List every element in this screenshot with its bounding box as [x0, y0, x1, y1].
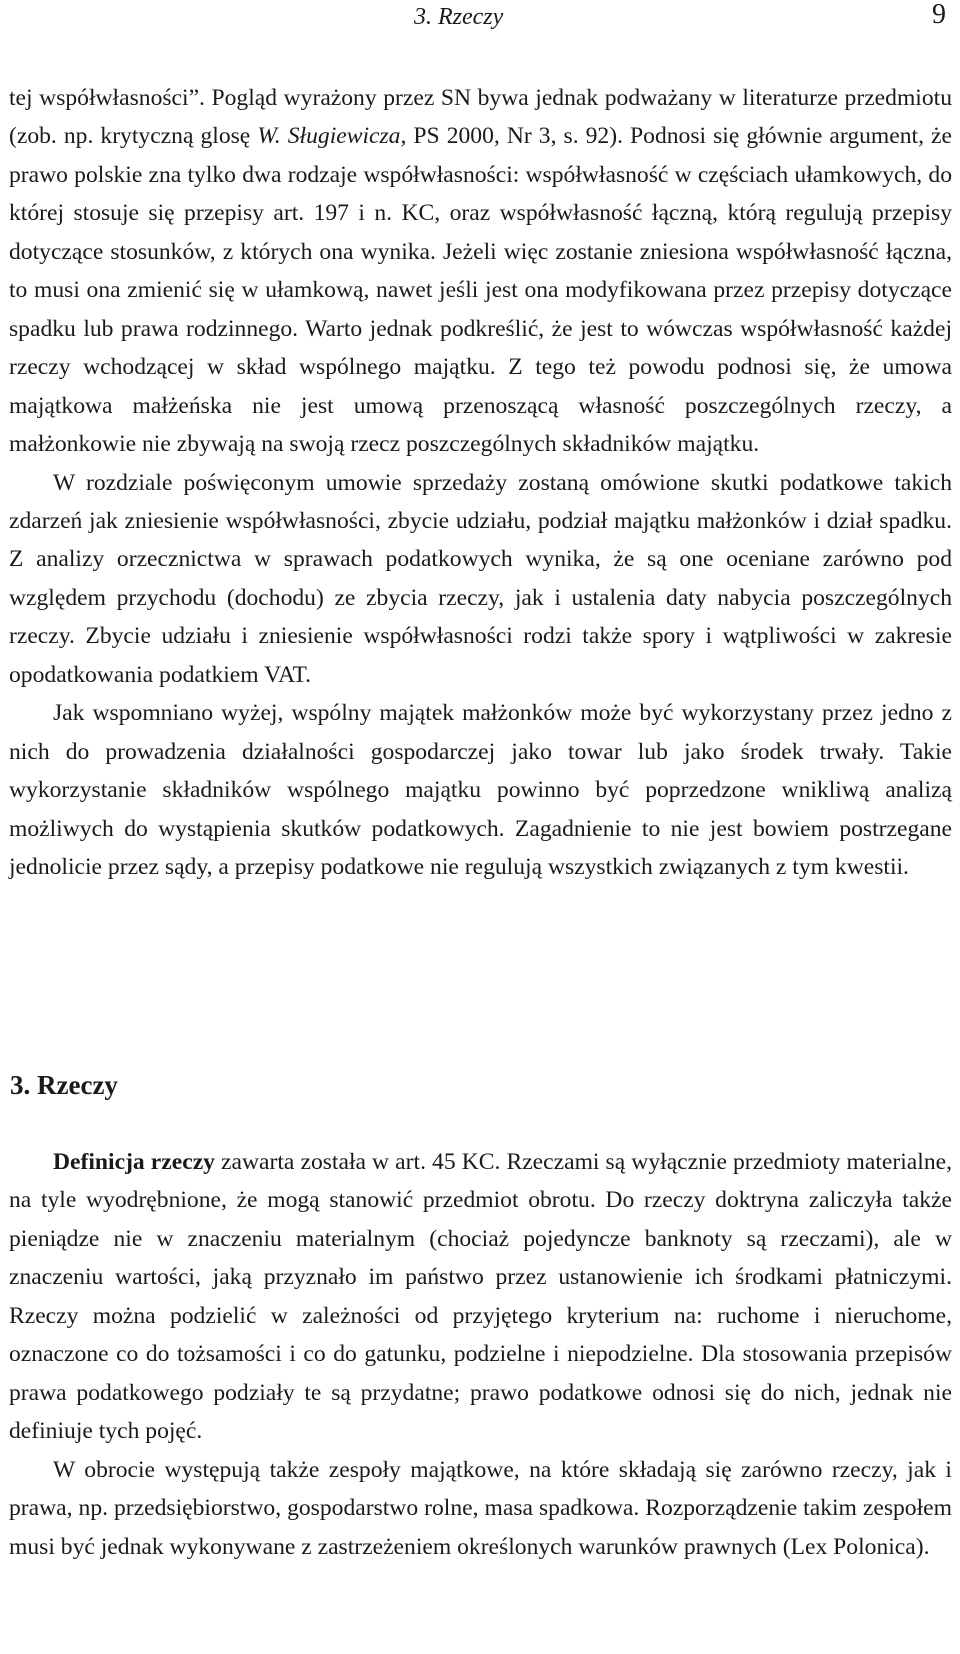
running-head [0, 0, 960, 40]
paragraph [9, 1143, 952, 1451]
running-title: 3. Rzeczy [414, 4, 504, 30]
paragraph-text: , PS 2000, Nr 3, s. 92). Podnosi się głównie argument, że prawo polskie zna tylko dwa rodzaje współwłasności: współwłasność w częściach ułamkowych, do której stosuje się przepisy art. 197 i n. KC, oraz współwłasność łączną, którą regulują przepisy dotyczące stosunków, z których ona wynika. Jeżeli więc zostanie zniesiona współwłasność łączna, to musi ona zmienić się w ułamkową, nawet jeśli jest ona modyfikowana przez przepisy dotyczące spadku lub prawa rodzinnego. Warto jednak podkreślić, że jest to wówczas współwłasność każdej rzeczy wchodzącej w skład wspólnego majątku. Z tego też powodu podnosi się, że umowa majątkowa małżeńska nie jest umową przenoszącą własność poszczególnych rzeczy, a małżonkowie nie zbywają na swoją rzecz poszczególnych składników majątku. [9, 123, 952, 458]
section-heading: 3. Rzeczy [10, 1070, 118, 1100]
paragraph [9, 79, 952, 464]
paragraph: W obrocie występują także zespoły majątkowe, na które składają się zarówno rzeczy, jak i prawa, np. przedsiębiorstwo, gospodarstwo rolne, masa spadkowa. Rozporządzenie takim zespołem musi być jednak wykonywane z zastrzeżeniem określonych warunków prawnych (Lex Polonica). [9, 1456, 952, 1560]
paragraph: W rozdziale poświęconym umowie sprzedaży zostaną omówione skutki podatkowe takich zdarzeń jak zniesienie współwłasności, zbycie udziału, podział majątku małżonków i dział spadku. Z analizy orzecznictwa w sprawach podatkowych wynika, że są one oceniane zarówno pod względem przychodu (dochodu) ze zbycia rzeczy, jak i ustalenia daty nabycia poszczególnych rzeczy. Zbycie udziału i zniesienie współwłasności rodzi także spory i wątpliwości w zakresie opodatkowania podatkiem VAT. [9, 469, 952, 688]
paragraph-text: zawarta została w art. 45 KC. Rzeczami są wyłącznie przedmioty materialne, na tyle wyodrębnione, że mogą stanowić przedmiot obrotu. Do rzeczy doktryna zaliczyła także pieniądze nie w znaczeniu materialnym (chociaż pojedyncze banknoty są rzeczami), ale w znaczeniu wartości, jaką przyznało im państwo przez ustanowienie ich środkami płatniczymi. Rzeczy można podzielić w zależności od przyjętego kryterium na: ruchome i nieruchome, oznaczone co do tożsamości i co do gatunku, podzielne i niepodzielne. Dla stosowania przepisów prawa podatkowego podziały te są przydatne; prawo podatkowe odnosi się do nich, jednak nie definiuje tych pojęć. [9, 1149, 953, 1445]
paragraph-text: tej współwłasności”. Pogląd wyrażony przez SN bywa jednak podważany w literaturze przedmiotu (zob. np. krytyczną glosę [9, 85, 952, 150]
section-rzeczy [9, 1143, 952, 1566]
cited-author: W. Sługiewicza [257, 123, 401, 150]
page-number: 9 [932, 0, 946, 30]
paragraph: Jak wspomniano wyżej, wspólny majątek małżonków może być wykorzystany przez jedno z nich do prowadzenia działalności gospodarczej jako towar lub jako środek trwały. Takie wykorzystanie składników wspólnego majątku powinno być poprzedzone wnikliwą analizą możliwych do wystąpienia skutków podatkowych. Zagadnienie to nie jest bowiem postrzegane jednolicie przez sądy, a przepisy podatkowe nie regulują wszystkich związanych z tym kwestii. [9, 700, 952, 881]
section-continuation [9, 79, 952, 887]
defined-term: Definicja rzeczy [53, 1149, 215, 1175]
